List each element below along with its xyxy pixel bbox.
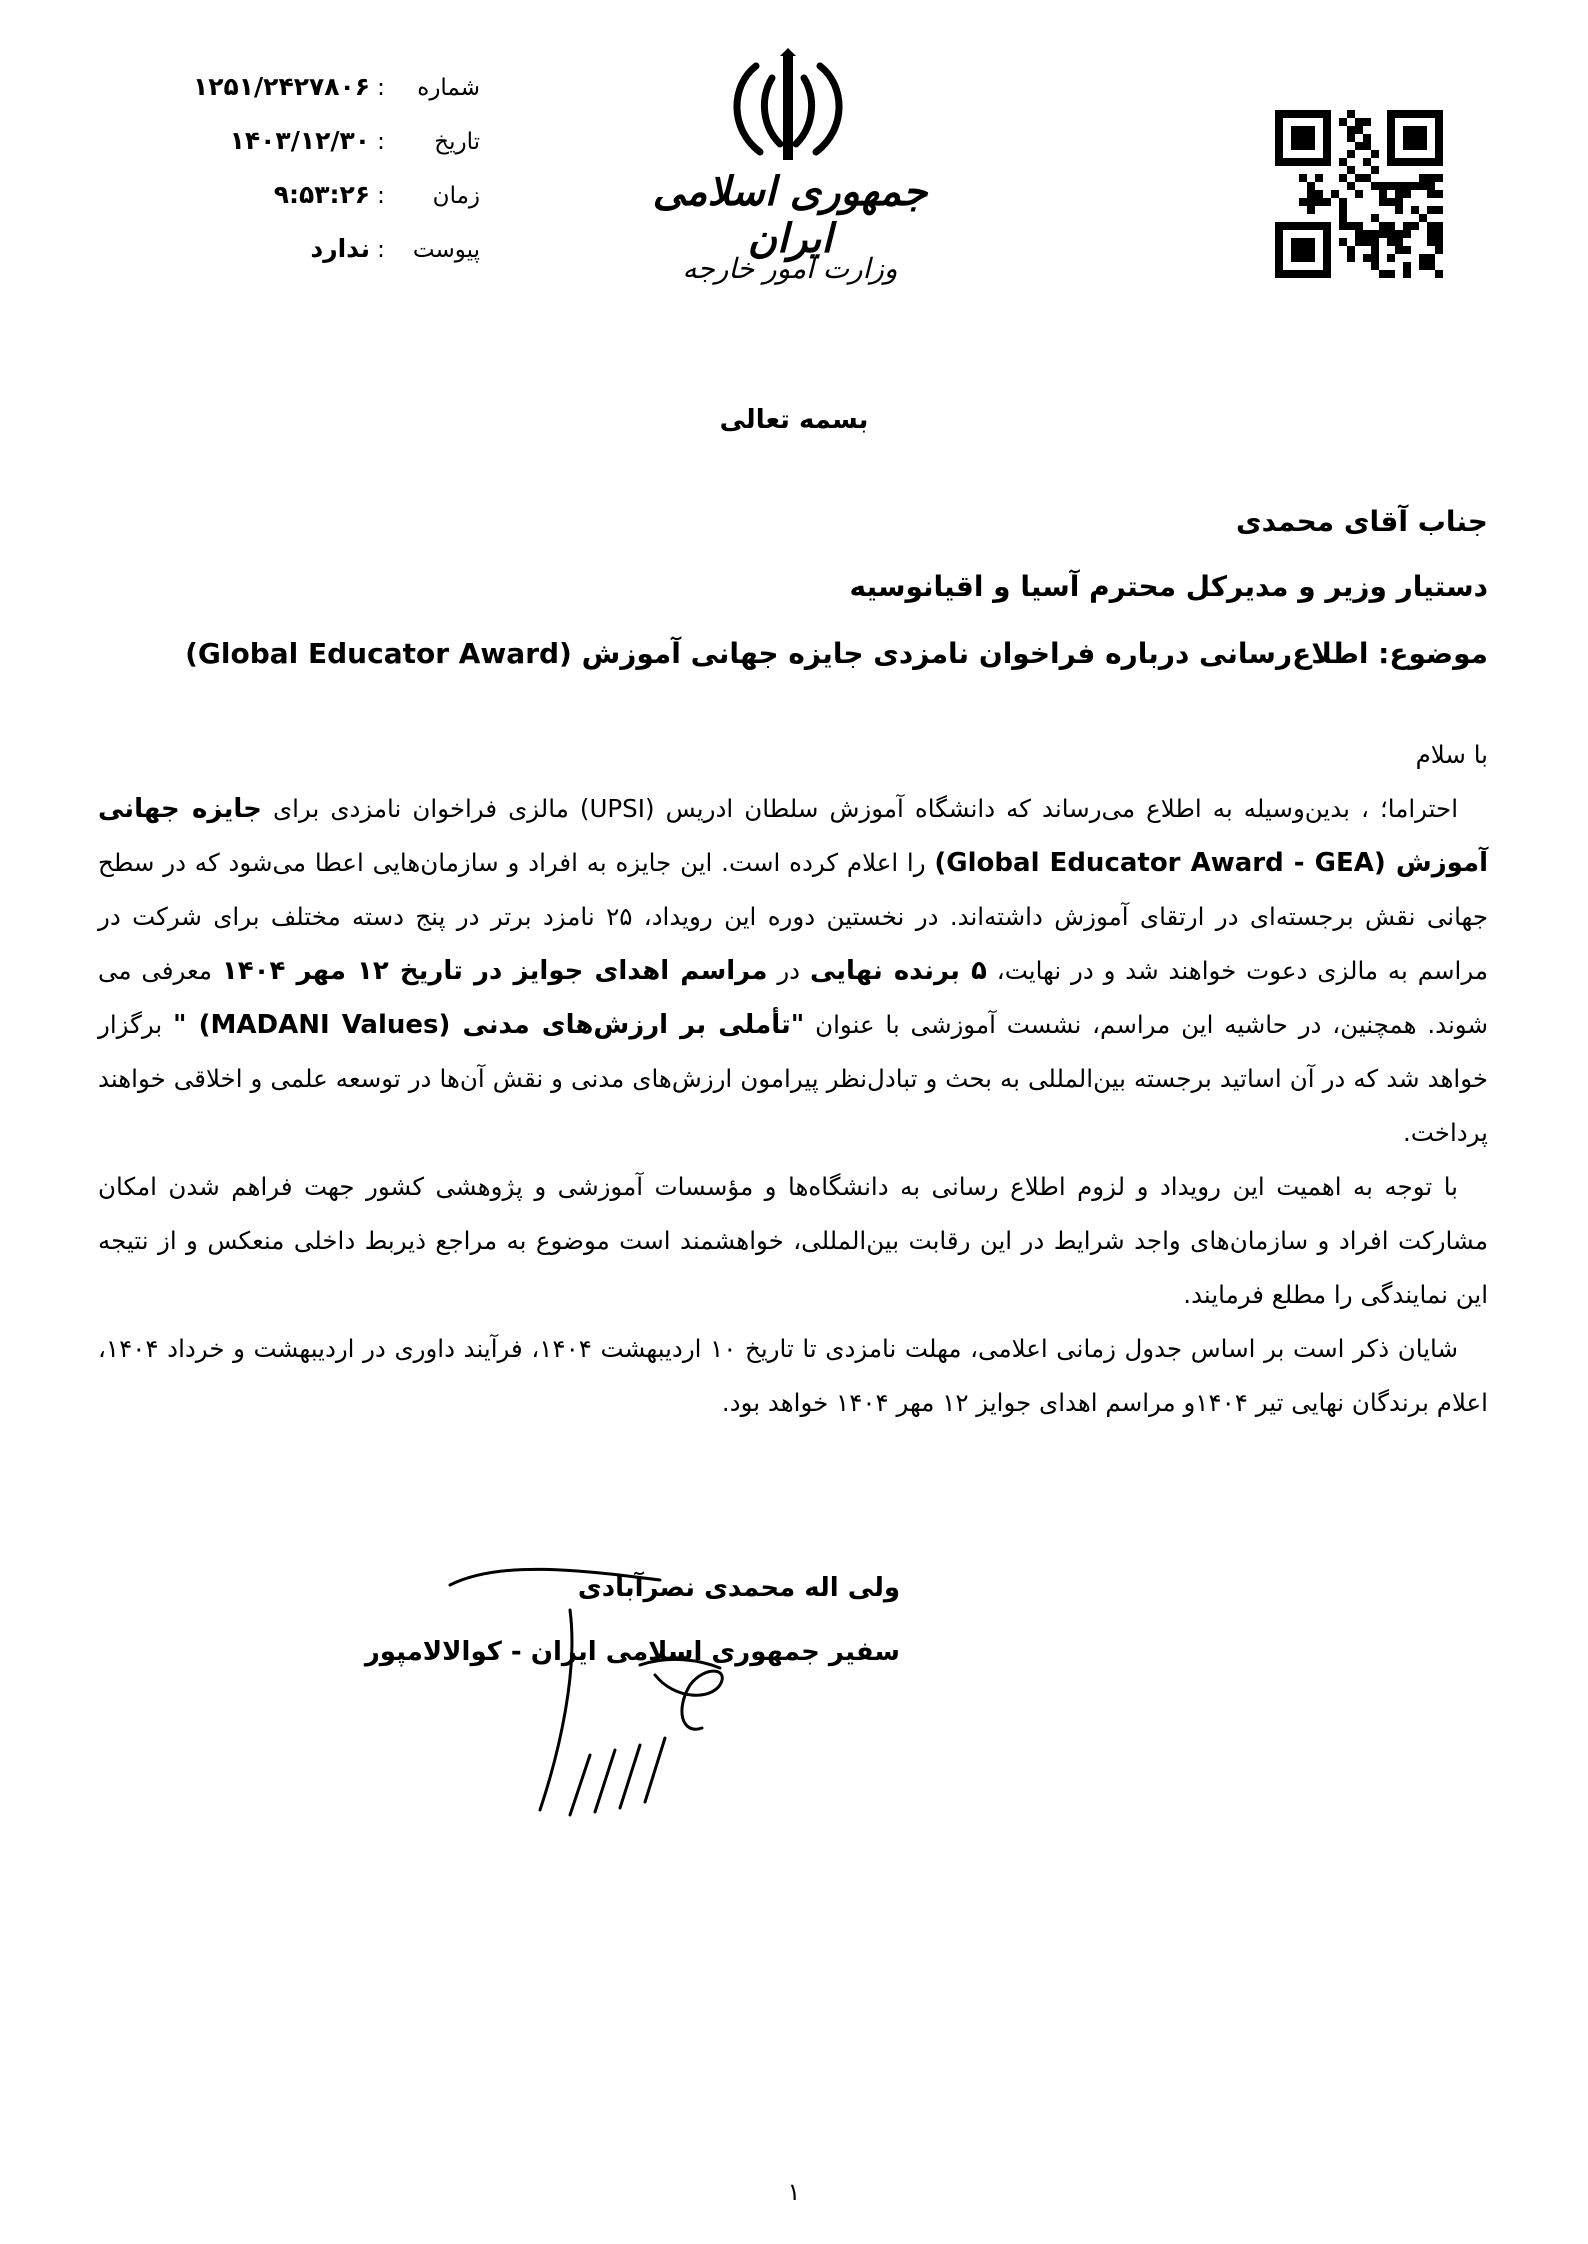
separator: : <box>377 237 385 263</box>
award-name: جایزه جهانی آموزش (Global Educator Award - GEA) <box>98 794 1488 878</box>
government-title: جمهوری اسلامی ایران <box>652 168 928 262</box>
time-value: ۹:۵۳:۲۶ <box>273 180 370 209</box>
signatory-title: سفیر جمهوری اسلامی ایران - کوالالامپور <box>364 1637 900 1667</box>
number-value: ۱۲۵۱/۲۴۲۷۸۰۶ <box>193 72 370 101</box>
page-number: ۱ <box>787 2178 801 2206</box>
winners-count: ۵ برنده نهایی <box>809 956 987 986</box>
separator: : <box>377 75 385 101</box>
number-label: شماره <box>417 75 480 101</box>
date-row <box>140 126 480 180</box>
recipient-position: دستیار وزیر و مدیرکل محترم آسیا و اقیانوسیه <box>849 570 1488 603</box>
p1-part2: را اعلام کرده است. این جایزه به افراد و سازمان‌هایی اعطا می‌شود که در سطح جهانی نقش برجسته‌ای در ارتقای آموزش داشته‌اند. در نخستین دوره این رویداد، ۲۵ نامزد برتر در پنج دسته مختلف برای شرکت در مراسم به مالزی دعوت خواهند شد و در نهایت، <box>98 848 1489 985</box>
signatory-name: ولی اله محمدی نصرآبادی <box>577 1573 900 1603</box>
time-row <box>140 180 480 234</box>
recipient: جناب آقای محمدی <box>1236 505 1488 538</box>
p1-part4: معرفی می شوند. همچنین، در حاشیه این مراسم، نشست آموزشی با عنوان <box>98 956 1488 1039</box>
number-row <box>140 72 480 126</box>
p1-part5: برگزار خواهد شد که در آن اساتید برجسته بین‌المللی به بحث و تبادل‌نظر پیرامون ارزش‌های مدنی و نقش آن‌ها در توسعه علمی و اخلاقی خواهند پرداخت. <box>98 1010 1488 1147</box>
paragraph-2: با توجه به اهمیت این رویداد و لزوم اطلاع رسانی به دانشگاه‌ها و مؤسسات آموزشی و پژوهشی کشور جهت فراهم شدن امکان مشارکت افراد و سازمان‌های واجد شرایط در این رقابت بین‌المللی، خواهشمند است موضوع به مراجع ذیربط داخلی منعکس و از نتیجه این نمایندگی را مطلع فرمایند. <box>98 1172 1488 1309</box>
qr-code-icon <box>1275 110 1443 278</box>
date-value: ۱۴۰۳/۱۲/۳۰ <box>229 126 370 155</box>
letter-metadata <box>140 72 480 288</box>
attachment-row <box>140 234 480 288</box>
date-label: تاریخ <box>434 129 480 155</box>
p1-part1: احتراما؛ ، بدین‌وسیله به اطلاع می‌رساند که دانشگاه آموزش سلطان ادریس (UPSI) مالزی فراخوان نامزدی برای <box>272 794 1458 823</box>
paragraph-3: شایان ذکر است بر اساس جدول زمانی اعلامی، مهلت نامزدی تا تاریخ ۱۰ اردیبهشت ۱۴۰۴، فرآیند داوری در اردیبهشت و خرداد ۱۴۰۴، اعلام برندگان نهایی تیر ۱۴۰۴و مراسم اهدای جوایز ۱۲ مهر ۱۴۰۴ خواهد بود. <box>98 1334 1488 1417</box>
attachment-value: ندارد <box>310 234 370 263</box>
attachment-label: پیوست <box>412 237 480 263</box>
iran-emblem-icon <box>708 48 868 168</box>
greeting: با سلام <box>1415 740 1488 769</box>
handwritten-signature-icon <box>420 1550 750 1880</box>
invocation: بسمه تعالی <box>719 405 869 435</box>
ceremony-date: مراسم اهدای جوایز در تاریخ ۱۲ مهر ۱۴۰۴ <box>221 956 768 986</box>
subject-line: موضوع: اطلاع‌رسانی درباره فراخوان نامزدی جایزه جهانی آموزش (Global Educator Award) <box>185 637 1488 670</box>
letter-body <box>98 728 1488 1430</box>
time-label: زمان <box>432 183 480 209</box>
separator: : <box>377 183 385 209</box>
ministry-title: وزارت امور خارجه <box>682 252 898 285</box>
p1-part3: در <box>777 956 801 985</box>
session-title: "تأملی بر ارزش‌های مدنی (MADANI Values) " <box>173 1010 805 1040</box>
paragraph-1 <box>98 782 1488 1160</box>
separator: : <box>377 129 385 155</box>
